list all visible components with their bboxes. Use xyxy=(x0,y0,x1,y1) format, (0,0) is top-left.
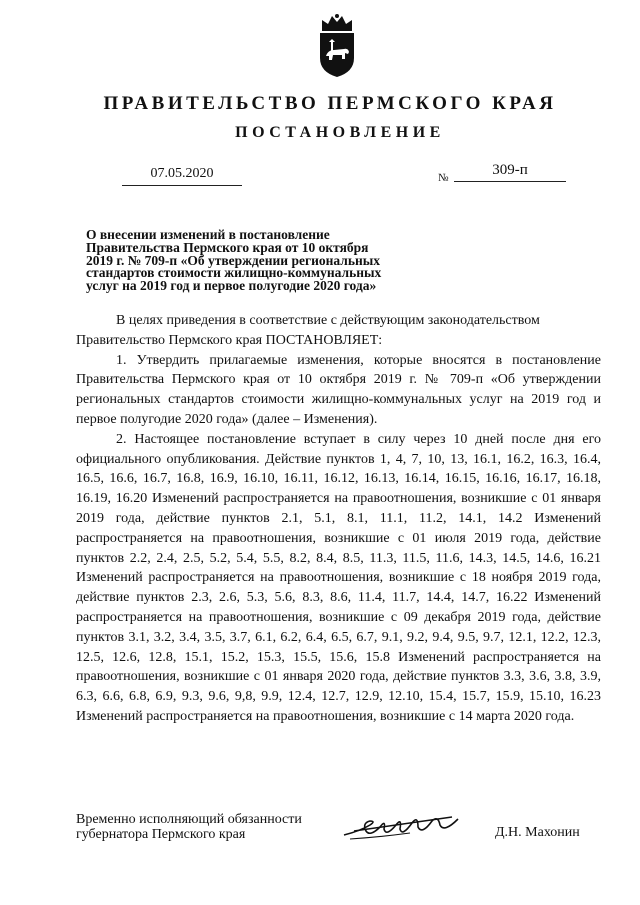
date-value: 07.05.2020 xyxy=(150,166,214,181)
number-value: 309-п xyxy=(492,162,528,178)
signer-title-line: губернатора Пермского края xyxy=(76,827,246,842)
paragraph-1: 1. Утвердить прилагаемые изменения, которые вносятся в постановление Правительства Пермского края от 10 октября 2019 г. № 709-п «Об утверждении региональных стандартов стоимости жилищно-коммунальных услуг на 2019 год и первое полугодие 2020 года» (далее – Изменения). xyxy=(76,352,601,427)
subject-line: стандартов стоимости жилищно-коммунальных xyxy=(86,265,382,281)
signer-name: Д.Н. Махонин xyxy=(495,825,580,840)
subject-line: 2019 г. № 709-п «Об утверждении региональных xyxy=(86,252,381,268)
signer-title-line: Временно исполняющий обязанности xyxy=(76,812,302,827)
preamble-paragraph: В целях приведения в соответствие с действующим законодательством Правительство Пермского края ПОСТАНОВЛЯЕТ: xyxy=(76,313,540,348)
signer-title xyxy=(76,812,356,842)
number-underline xyxy=(454,181,566,182)
date-underline xyxy=(122,185,242,186)
subject-line: услуг на 2019 год и первое полугодие 2020 года» xyxy=(86,278,377,294)
subject-line: Правительства Пермского края от 10 октября xyxy=(86,239,369,255)
document-body xyxy=(76,311,601,727)
subject-line: О внесении изменений в постановление xyxy=(86,227,330,242)
number-sign: № xyxy=(438,172,449,184)
handwritten-signature-icon xyxy=(340,807,470,847)
document-subject xyxy=(86,229,446,293)
document-type: ПОСТАНОВЛЕНИЕ xyxy=(235,124,445,141)
paragraph-2: 2. Настоящее постановление вступает в силу через 10 дней после дня его официального опубликования. Действие пунктов 1, 4, 7, 10, 13, 16.1, 16.2, 16.3, 16.4, 16.5, 16.6, 16.7, 16.8, 16.9, 16.10, 16.11, 16.12, 16.13, 16.14, 16.15, 16.16, 16.17, 16.18, 16.19, 16.20 Изменений распространяется на правоотношения, возникшие с 01 января 2019 года, действие пунктов 2.1, 5.1, 8.1, 11.1, 11.2, 14.1, 14.2 Изменений распространяется на правоотношения, возникшие с 01 июля 2019 года, действие пунктов 2.2, 2.4, 2.5, 5.2, 5.4, 5.5, 8.2, 8.4, 8.5, 11.3, 11.5, 11.6, 14.3, 14.5, 14.6, 16.21 Изменений распространяется на правоотношения, возникшие с 18 ноября 2019 года, действие пунктов 2.3, 2.6, 5.3, 5.6, 8.3, 8.6, 11.4, 11.7, 14.4, 14.7, 16.22 Изменений распространяется на правоотношения, возникшие с 09 декабря 2019 года, действие пунктов 3.1, 3.2, 3.4, 3.5, 3.7, 6.1, 6.2, 6.4, 6.5, 6.7, 9.1, 9.2, 9.4, 9.5, 9.7, 12.1, 12.2, 12.3, 12.5, 12.6, 12.8, 15.1, 15.2, 15.3, 15.5, 15.6, 15.8 Изменений распространяется на правоотношения, возникшие с 01 января 2020 года, действие пунктов 3.3, 3.6, 3.8, 3.9, 6.3, 6.6, 6.8, 6.9, 9.3, 9.6, 9,8, 9.9, 12.4, 12.7, 12.9, 12.10, 15.4, 15.7, 15.9, 15.10, 16.23 Изменений распространяется на правоотношения, возникшие с 14 марта 2020 года. xyxy=(76,431,601,724)
government-title: ПРАВИТЕЛЬСТВО ПЕРМСКОГО КРАЯ xyxy=(103,93,557,114)
document-date xyxy=(122,166,242,186)
perm-coat-of-arms-icon xyxy=(314,12,360,78)
